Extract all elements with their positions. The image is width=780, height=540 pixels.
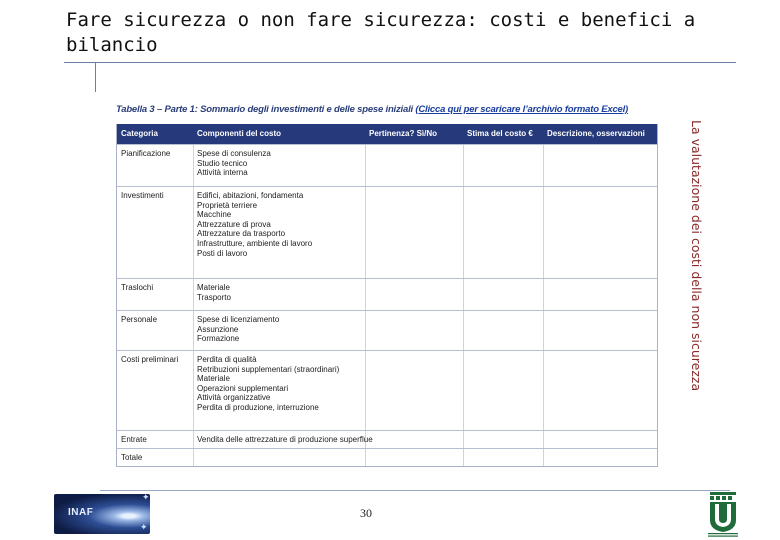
table-row	[117, 430, 657, 449]
table-row	[117, 144, 657, 187]
table-row	[117, 278, 657, 311]
row-category: Investimenti	[121, 191, 164, 200]
cost-item: Studio tecnico	[197, 158, 248, 168]
row-category: Traslochi	[121, 283, 154, 292]
cost-item: Operazioni supplementari	[197, 383, 289, 393]
row-category: Costi preliminari	[121, 355, 179, 364]
side-note-text: La valutazione dei costi della non sicurezza	[689, 120, 704, 392]
star-icon: ✦	[142, 492, 150, 502]
cost-item: Proprietà terriere	[197, 200, 258, 210]
table-caption	[116, 104, 628, 115]
table-caption-title: Tabella 3 – Parte 1: Sommario degli investimenti e delle spese iniziali	[116, 104, 413, 115]
cost-item: Perdita di qualità	[197, 355, 257, 364]
row-category: Totale	[121, 453, 143, 462]
column-header: Categoria	[121, 129, 158, 138]
cost-summary-table	[116, 124, 658, 467]
cost-item: Attività interna	[197, 168, 248, 178]
table-row-total	[117, 448, 657, 466]
row-items	[197, 149, 271, 178]
footer-divider	[100, 490, 730, 491]
cost-item: Attrezzature di prova	[197, 219, 271, 229]
cost-item: Posti di lavoro	[197, 248, 248, 258]
cost-item: Spese di consulenza	[197, 149, 271, 158]
table-header	[117, 124, 657, 144]
cost-item: Vendita delle attrezzature di produzione superflue	[197, 435, 373, 444]
page-number: 30	[360, 506, 372, 520]
row-items	[197, 435, 373, 445]
table-row	[117, 350, 657, 431]
cost-item: Edifici, abitazioni, fondamenta	[197, 191, 304, 200]
column-header: Descrizione, osservazioni	[547, 129, 645, 138]
cost-item: Macchine	[197, 210, 232, 220]
row-items	[197, 191, 312, 258]
cost-item: Assunzione	[197, 324, 239, 334]
cost-item: Perdita di produzione, interruzione	[197, 402, 319, 412]
inaf-logo-text: INAF	[68, 507, 94, 518]
column-header: Pertinenza? Sì/No	[369, 129, 438, 138]
excel-download-link[interactable]: (Clicca qui per scaricare l’archivio formato Excel)	[415, 104, 629, 115]
row-category: Pianificazione	[121, 149, 171, 158]
cost-item: Spese di licenziamento	[197, 315, 280, 324]
row-category: Personale	[121, 315, 158, 324]
row-items	[197, 315, 279, 344]
star-icon: ✦	[140, 522, 148, 532]
column-header: Componenti del costo	[197, 129, 281, 138]
cost-item: Materiale	[197, 374, 230, 384]
cost-item: Infrastrutture, ambiente di lavoro	[197, 238, 313, 248]
column-header: Stima del costo €	[467, 129, 533, 138]
inaf-logo	[54, 494, 150, 534]
cost-item: Attrezzature da trasporto	[197, 229, 286, 239]
row-items	[197, 355, 339, 413]
title-divider	[64, 62, 736, 63]
table-row	[117, 186, 657, 279]
slide-title: Fare sicurezza o non fare sicurezza: costi e benefici a bilancio	[66, 9, 696, 56]
cost-item: Formazione	[197, 334, 240, 344]
title-divider-tick	[95, 62, 96, 92]
table-row	[117, 310, 657, 351]
row-items	[197, 283, 231, 302]
cost-item: Materiale	[197, 283, 230, 292]
cost-item: Attività organizzative	[197, 393, 271, 403]
cost-item: Trasporto	[197, 292, 231, 302]
university-crest-logo	[700, 490, 746, 538]
row-category: Entrate	[121, 435, 147, 444]
cost-item: Retribuzioni supplementari (straordinari)	[197, 364, 340, 374]
side-note	[690, 120, 704, 408]
